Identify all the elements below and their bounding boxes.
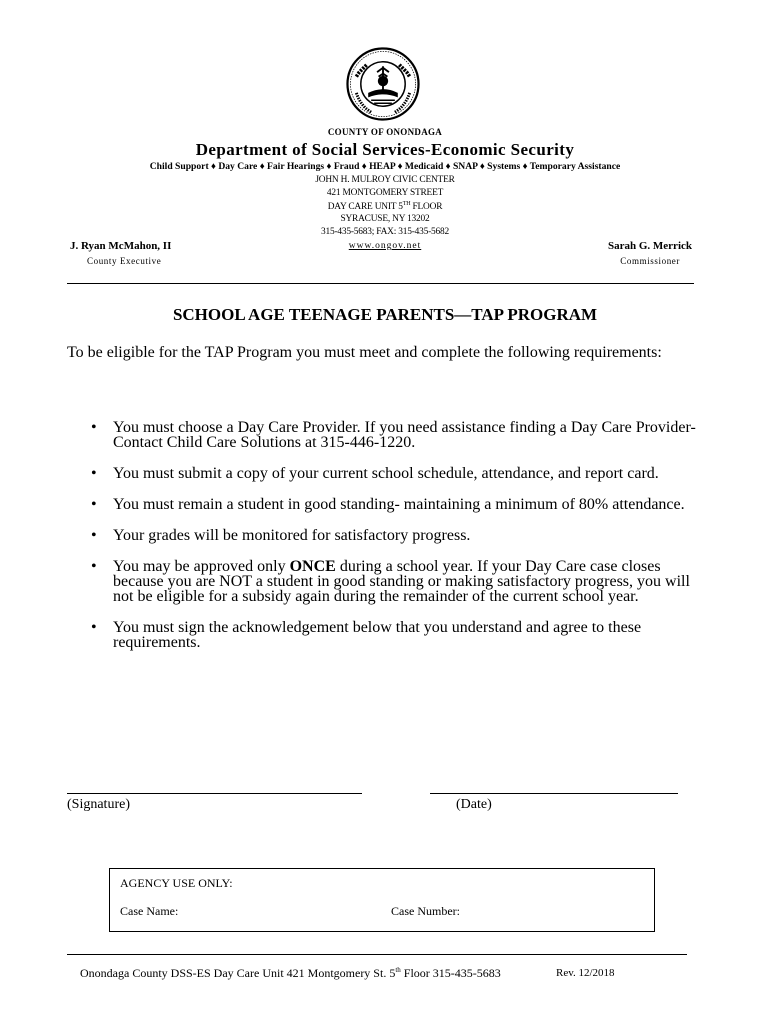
phone-fax: 315-435-5683; FAX: 315-435-5682 xyxy=(321,227,449,237)
requirement-text: You must choose a Day Care Provider. If you need assistance finding a Day Care Provider- Contact Child Care Solutions at 315-446-1220. xyxy=(113,419,696,451)
bullet-icon: • xyxy=(91,496,97,513)
county-executive-title: County Executive xyxy=(87,256,162,266)
address-line-4: SYRACUSE, NY 13202 xyxy=(340,214,430,224)
requirement-item xyxy=(91,559,706,604)
bullet-icon: • xyxy=(91,465,97,482)
date-label: (Date) xyxy=(456,797,492,812)
footer-divider xyxy=(67,954,687,955)
bullet-icon: • xyxy=(91,527,97,544)
bullet-icon: • xyxy=(91,419,97,436)
case-number-label: Case Number: xyxy=(391,904,460,918)
requirement-item xyxy=(91,497,706,512)
requirement-item xyxy=(91,420,706,450)
date-line[interactable] xyxy=(430,793,678,794)
agency-use-box xyxy=(109,868,655,932)
requirements-list xyxy=(91,420,706,666)
commissioner-title: Commissioner xyxy=(620,256,680,266)
document-title: SCHOOL AGE TEENAGE PARENTS—TAP PROGRAM xyxy=(172,305,598,324)
commissioner-name: Sarah G. Merrick xyxy=(607,240,692,252)
agency-use-heading: AGENCY USE ONLY: xyxy=(120,876,233,890)
address-line-3: DAY CARE UNIT 5TH FLOOR xyxy=(327,201,443,213)
bullet-icon: • xyxy=(91,619,97,636)
website-link[interactable]: www.ongov.net xyxy=(348,241,422,251)
case-name-label: Case Name: xyxy=(120,904,179,918)
services-list: Child Support ♦ Day Care ♦ Fair Hearings ♦ Fraud ♦ HEAP ♦ Medicaid ♦ SNAP ♦ Systems ♦ Temporary Assistance xyxy=(149,161,621,172)
requirement-item xyxy=(91,466,706,481)
requirement-text: You may be approved only ONCE during a school year. If your Day Care case closes because you are NOT a student in good standing or making satisfactory progress, you will not be eligible for a subsidy again during the remainder of the current school year. xyxy=(113,558,690,605)
address-line-1: JOHN H. MULROY CIVIC CENTER xyxy=(315,175,455,185)
address-line-2: 421 MONTGOMERY STREET xyxy=(326,188,444,198)
signature-label: (Signature) xyxy=(67,797,130,812)
requirement-text: You must submit a copy of your current school schedule, attendance, and report card. xyxy=(113,465,659,482)
footer-address: Onondaga County DSS-ES Day Care Unit 421 Montgomery St. 5th Floor 315-435-5683 xyxy=(80,966,501,980)
requirement-item xyxy=(91,528,706,543)
requirement-text: You must remain a student in good standing- maintaining a minimum of 80% attendance. xyxy=(113,496,685,513)
requirement-text: You must sign the acknowledgement below that you understand and agree to these requirements. xyxy=(113,619,642,651)
county-executive-name: J. Ryan McMahon, II xyxy=(70,240,172,252)
revision-date: Rev. 12/2018 xyxy=(556,967,615,979)
county-name: COUNTY OF ONONDAGA xyxy=(327,127,443,137)
county-seal-logo xyxy=(346,47,420,121)
intro-paragraph: To be eligible for the TAP Program you must meet and complete the following requirements: xyxy=(67,344,662,361)
requirement-item xyxy=(91,620,706,650)
requirement-text: Your grades will be monitored for satisfactory progress. xyxy=(113,527,471,544)
header-divider xyxy=(67,283,694,284)
department-name: Department of Social Services-Economic Security xyxy=(195,140,575,159)
bullet-icon: • xyxy=(91,558,97,575)
signature-line[interactable] xyxy=(67,793,362,794)
